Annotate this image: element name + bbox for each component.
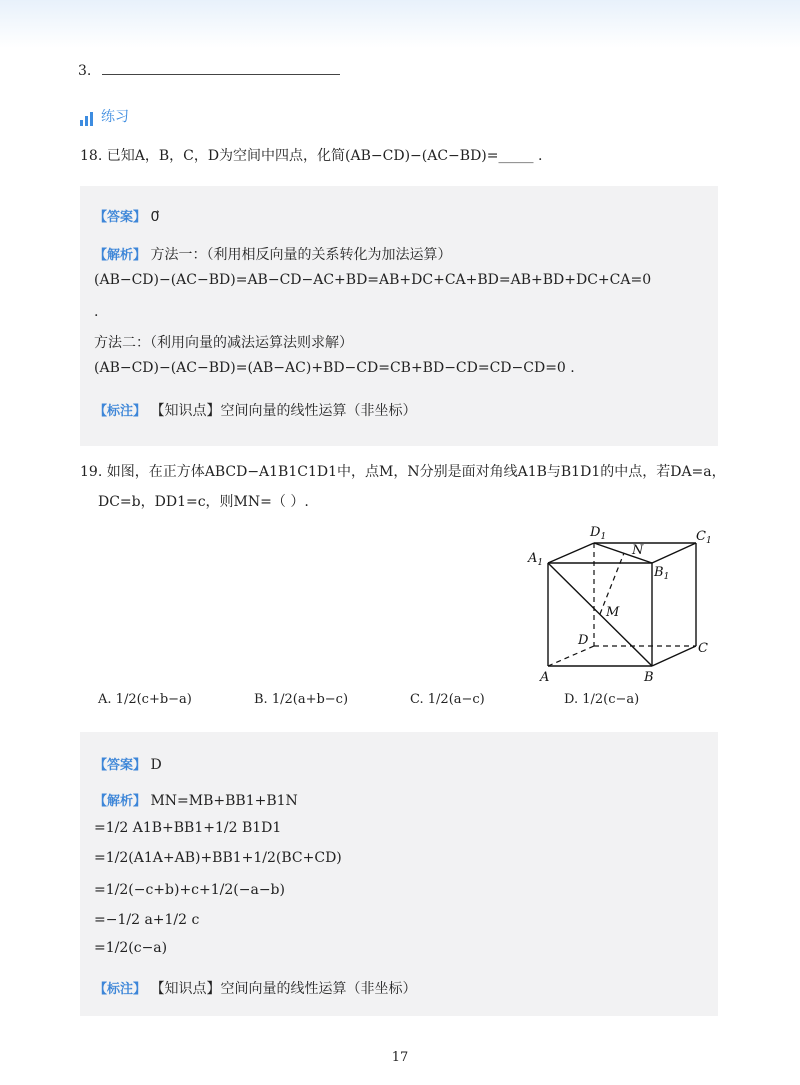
previous-item	[78, 62, 340, 79]
label-C: C	[698, 641, 708, 656]
answer-tag: 【答案】	[94, 758, 147, 773]
method-two-equation: (AB−CD)−(AC−BD)=(AB−AC)+BD−CD=CB+BD−CD=CD−CD=0 .	[94, 360, 575, 376]
option-b[interactable]: B. 1/2(a+b−c)	[254, 692, 349, 707]
knowledge-point: 【知识点】空间向量的线性运算（非坐标）	[150, 981, 417, 997]
label-B1: $B_1$	[654, 565, 670, 582]
solution-step: =1/2 A1B+BB1+1/2 B1D1	[94, 820, 282, 836]
method-one: 方法一：（利用相反向量的关系转化为加法运算）	[150, 247, 452, 263]
note-tag: 【标注】	[94, 404, 147, 419]
bar-chart-icon	[80, 112, 93, 126]
question-18	[80, 146, 542, 166]
method-two: 方法二：（利用向量的减法运算法则求解）	[94, 335, 353, 351]
method-one-equation: (AB−CD)−(AC−BD)=AB−CD−AC+BD=AB+DC+CA+BD=AB+BD+DC+CA=0	[94, 272, 652, 288]
section-label: 练习	[101, 109, 129, 125]
label-N: N	[632, 543, 644, 558]
label-M: M	[606, 605, 620, 620]
label-A: A	[540, 670, 550, 685]
analysis-tag: 【解析】	[94, 248, 147, 263]
question-text: 已知A，B，C，D为空间中四点，化简(AB−CD)−(AC−BD)=_____ .	[106, 148, 543, 164]
label-D1: $D_1$	[590, 525, 607, 542]
question-text-line1: 如图，在正方体ABCD−A1B1C1D1中，点M，N分别是面对角线A1B与B1D1的中点，若DA=a，	[106, 464, 726, 480]
question-number: 18.	[80, 148, 103, 164]
equation-period: .	[94, 304, 99, 320]
answer-value: 0⃗	[150, 209, 160, 225]
q18-solution-box	[80, 186, 718, 446]
item-number: 3.	[78, 63, 92, 79]
solution-step: =1/2(−c+b)+c+1/2(−a−b)	[94, 882, 285, 898]
label-B: B	[644, 670, 654, 685]
solution-step: =1/2(c−a)	[94, 940, 168, 956]
label-A1: $A_1$	[528, 551, 544, 568]
solution-step: =1/2(A1A+AB)+BB1+1/2(BC+CD)	[94, 850, 342, 866]
knowledge-point: 【知识点】空间向量的线性运算（非坐标）	[150, 403, 417, 419]
cube-figure	[520, 518, 720, 688]
solution-step: MN=MB+BB1+B1N	[150, 793, 298, 809]
option-c[interactable]: C. 1/2(a−c)	[410, 692, 485, 707]
section-heading	[80, 106, 129, 126]
answer-value: D	[150, 757, 162, 773]
label-C1: $C_1$	[696, 529, 712, 546]
header-band	[0, 0, 800, 48]
q19-solution-box	[80, 732, 718, 1016]
question-text-line2: DC=b，DD1=c，则MN=（ ）.	[98, 494, 309, 510]
option-d[interactable]: D. 1/2(c−a)	[564, 692, 640, 707]
option-a[interactable]: A. 1/2(c+b−a)	[98, 692, 192, 707]
solution-step: =−1/2 a+1/2 c	[94, 912, 200, 928]
answer-tag: 【答案】	[94, 210, 147, 225]
answer-blank	[102, 62, 340, 75]
page-number: 17	[391, 1050, 409, 1065]
note-tag: 【标注】	[94, 982, 147, 997]
analysis-tag: 【解析】	[94, 794, 147, 809]
question-number: 19.	[80, 464, 103, 480]
label-D: D	[578, 633, 589, 648]
question-19	[80, 462, 726, 482]
